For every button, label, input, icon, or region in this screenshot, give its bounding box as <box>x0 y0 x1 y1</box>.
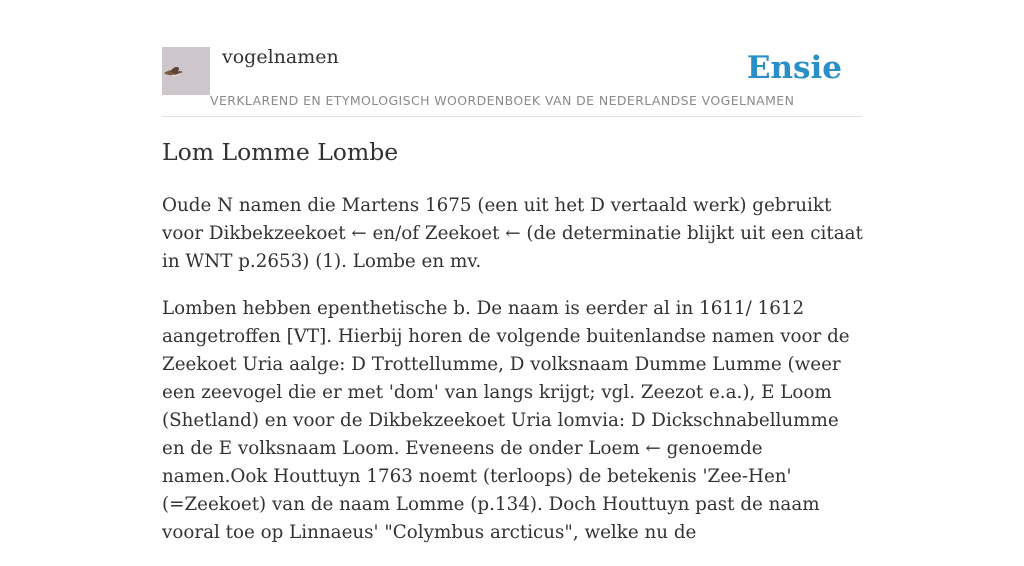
article-body <box>162 192 864 566</box>
blog-name-link[interactable]: vogelnamen <box>222 46 339 68</box>
bird-avatar-icon[interactable] <box>162 47 210 95</box>
site-header <box>162 46 862 117</box>
article-paragraph: Oude N namen die Martens 1675 (een uit het D vertaald werk) gebruikt voor Dikbekzeekoet ← en/of Zeekoet ← (de determinatie blijkt uit een citaat in WNT p.2653) (1). Lombe en mv. <box>162 195 863 272</box>
article-paragraph: Lomben hebben epenthetische b. De naam is eerder al in 1611/ 1612 aangetroffen [VT]. Hierbij horen de volgende buitenlandse namen voor de Zeekoet Uria aalge: D Trottellumme, D volksnaam Dumme Lumme (weer een zeevogel die er met 'dom' van langs krijgt; vgl. Zeezot e.a.), E Loom (Shetland) en voor de Dikbekzeekoet Uria lomvia: D Dickschnabellumme en de E volksnaam Loom. Eveneens de onder Loem ← genoemde namen.Ook Houttuyn 1763 noemt (terloops) de betekenis 'Zee-Hen' (=Zeekoet) van de naam Lomme (p.134). Doch Houttuyn past de naam vooral toe op Linnaeus' "Colymbus arcticus", welke nu de <box>162 298 850 543</box>
site-subtitle: VERKLAREND EN ETYMOLOGISCH WOORDENBOEK VAN DE NEDERLANDSE VOGELNAMEN <box>210 93 795 108</box>
ensie-logo-link[interactable]: Ensie <box>746 50 842 86</box>
page-title: Lom Lomme Lombe <box>162 138 399 166</box>
